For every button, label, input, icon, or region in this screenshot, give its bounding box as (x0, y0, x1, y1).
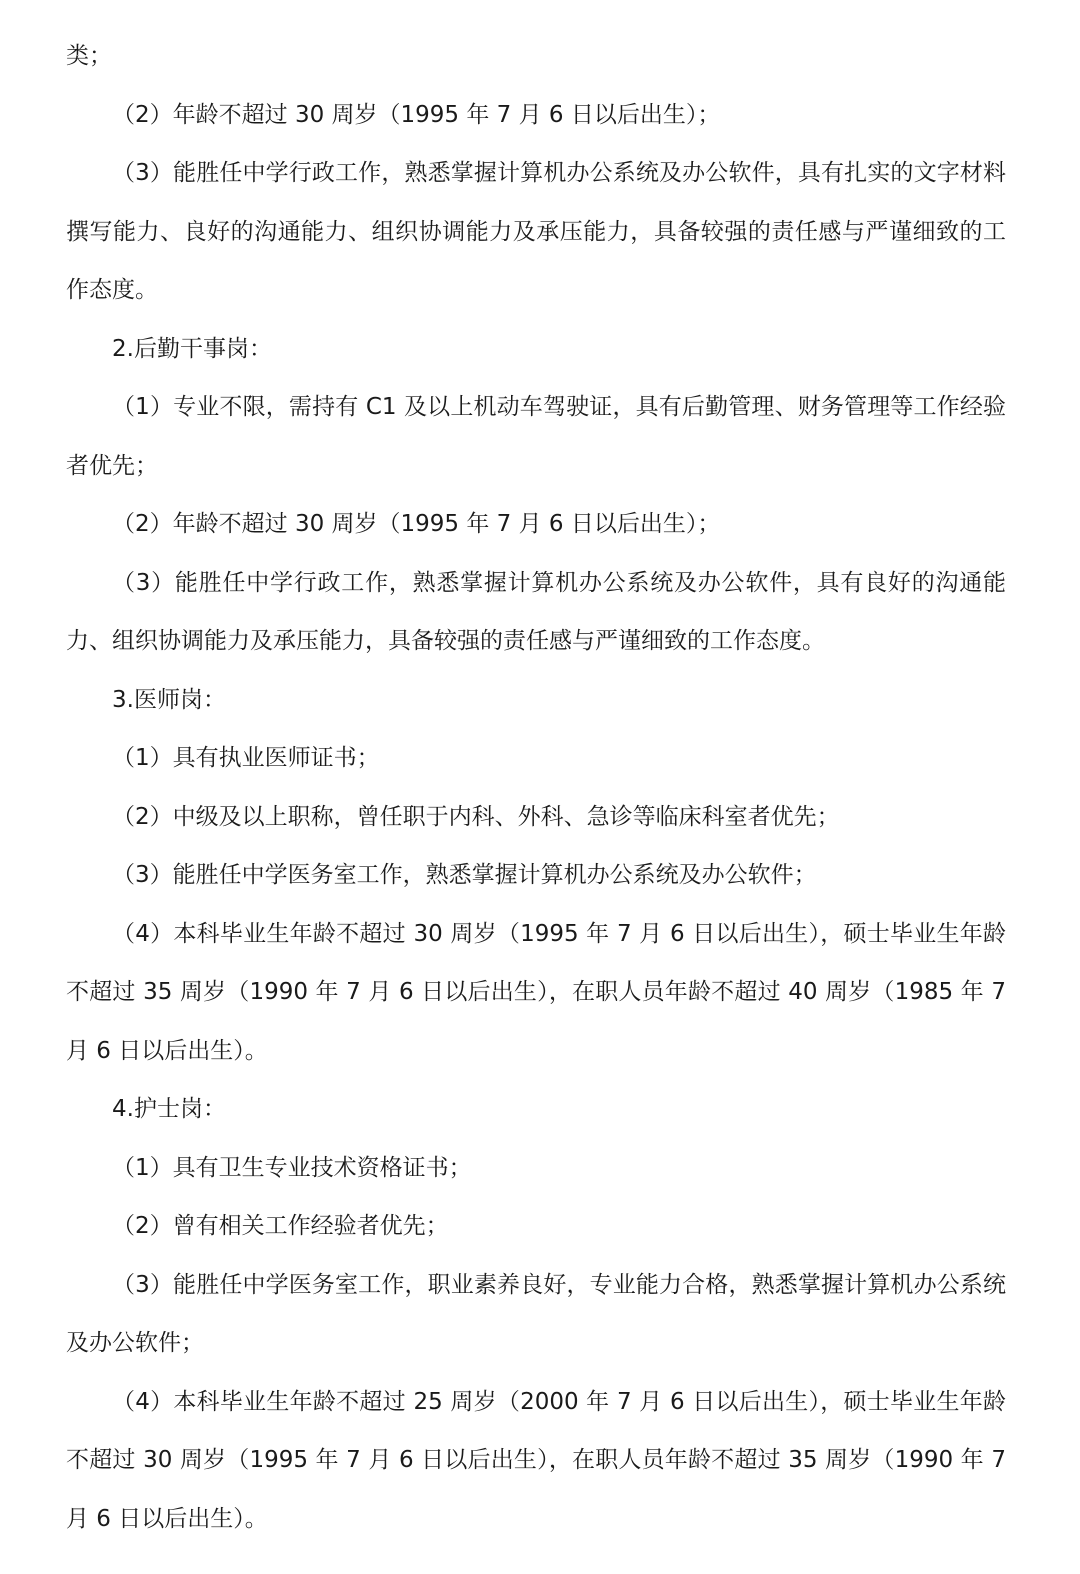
nurse-ability-requirement: （3）能胜任中学医务室工作，职业素养良好，专业能力合格，熟悉掌握计算机办公系统及办公软件； (66, 1271, 1006, 1356)
doctor-ability-requirement: （3）能胜任中学医务室工作，熟悉掌握计算机办公系统及办公软件； (112, 862, 817, 888)
nurse-certificate-requirement: （1）具有卫生专业技术资格证书； (112, 1154, 472, 1181)
doctor-certificate-requirement: （1）具有执业医师证书； (112, 745, 380, 771)
nurse-experience-requirement: （2）曾有相关工作经验者优先； (112, 1213, 449, 1239)
doctor-title-requirement: （2）中级及以上职称，曾任职于内科、外科、急诊等临床科室者优先； (112, 803, 840, 830)
logistics-post-heading: 2.后勤干事岗： (112, 335, 272, 362)
logistics-ability-requirement: （3）能胜任中学行政工作，熟悉掌握计算机办公系统及办公软件，具有良好的沟通能力、组织协调能力及承压能力，具备较强的责任感与严谨细致的工作态度。 (66, 569, 1006, 654)
document-page (66, 27, 1006, 1548)
logistics-major-requirement: （1）专业不限，需持有 C1 及以上机动车驾驶证，具有后勤管理、财务管理等工作经验者优先； (66, 394, 1006, 479)
doctor-post-heading: 3.医师岗： (112, 686, 226, 713)
logistics-age-requirement: （2）年龄不超过 30 周岁（1995 年 7 月 6 日以后出生）； (112, 511, 721, 537)
admin-ability-requirement: （3）能胜任中学行政工作，熟悉掌握计算机办公系统及办公软件，具有扎实的文字材料撰写能力、良好的沟通能力、组织协调能力及承压能力，具备较强的责任感与严谨细致的工作态度。 (66, 160, 1006, 303)
doctor-age-requirement: （4）本科毕业生年龄不超过 30 周岁（1995 年 7 月 6 日以后出生），硕士毕业生年龄不超过 35 周岁（1990 年 7 月 6 日以后出生），在职人员年龄不超过 40 周岁（1985 年 7 月 6 日以后出生）。 (66, 920, 1006, 1064)
nurse-post-heading: 4.护士岗： (112, 1096, 226, 1122)
admin-age-requirement: （2）年龄不超过 30 周岁（1995 年 7 月 6 日以后出生）； (112, 101, 721, 128)
nurse-age-requirement: （4）本科毕业生年龄不超过 25 周岁（2000 年 7 月 6 日以后出生），硕士毕业生年龄不超过 30 周岁（1995 年 7 月 6 日以后出生），在职人员年龄不超过 35 周岁（1990 年 7 月 6 日以后出生）。 (66, 1388, 1006, 1532)
paragraph-continuation: 类； (66, 43, 112, 69)
